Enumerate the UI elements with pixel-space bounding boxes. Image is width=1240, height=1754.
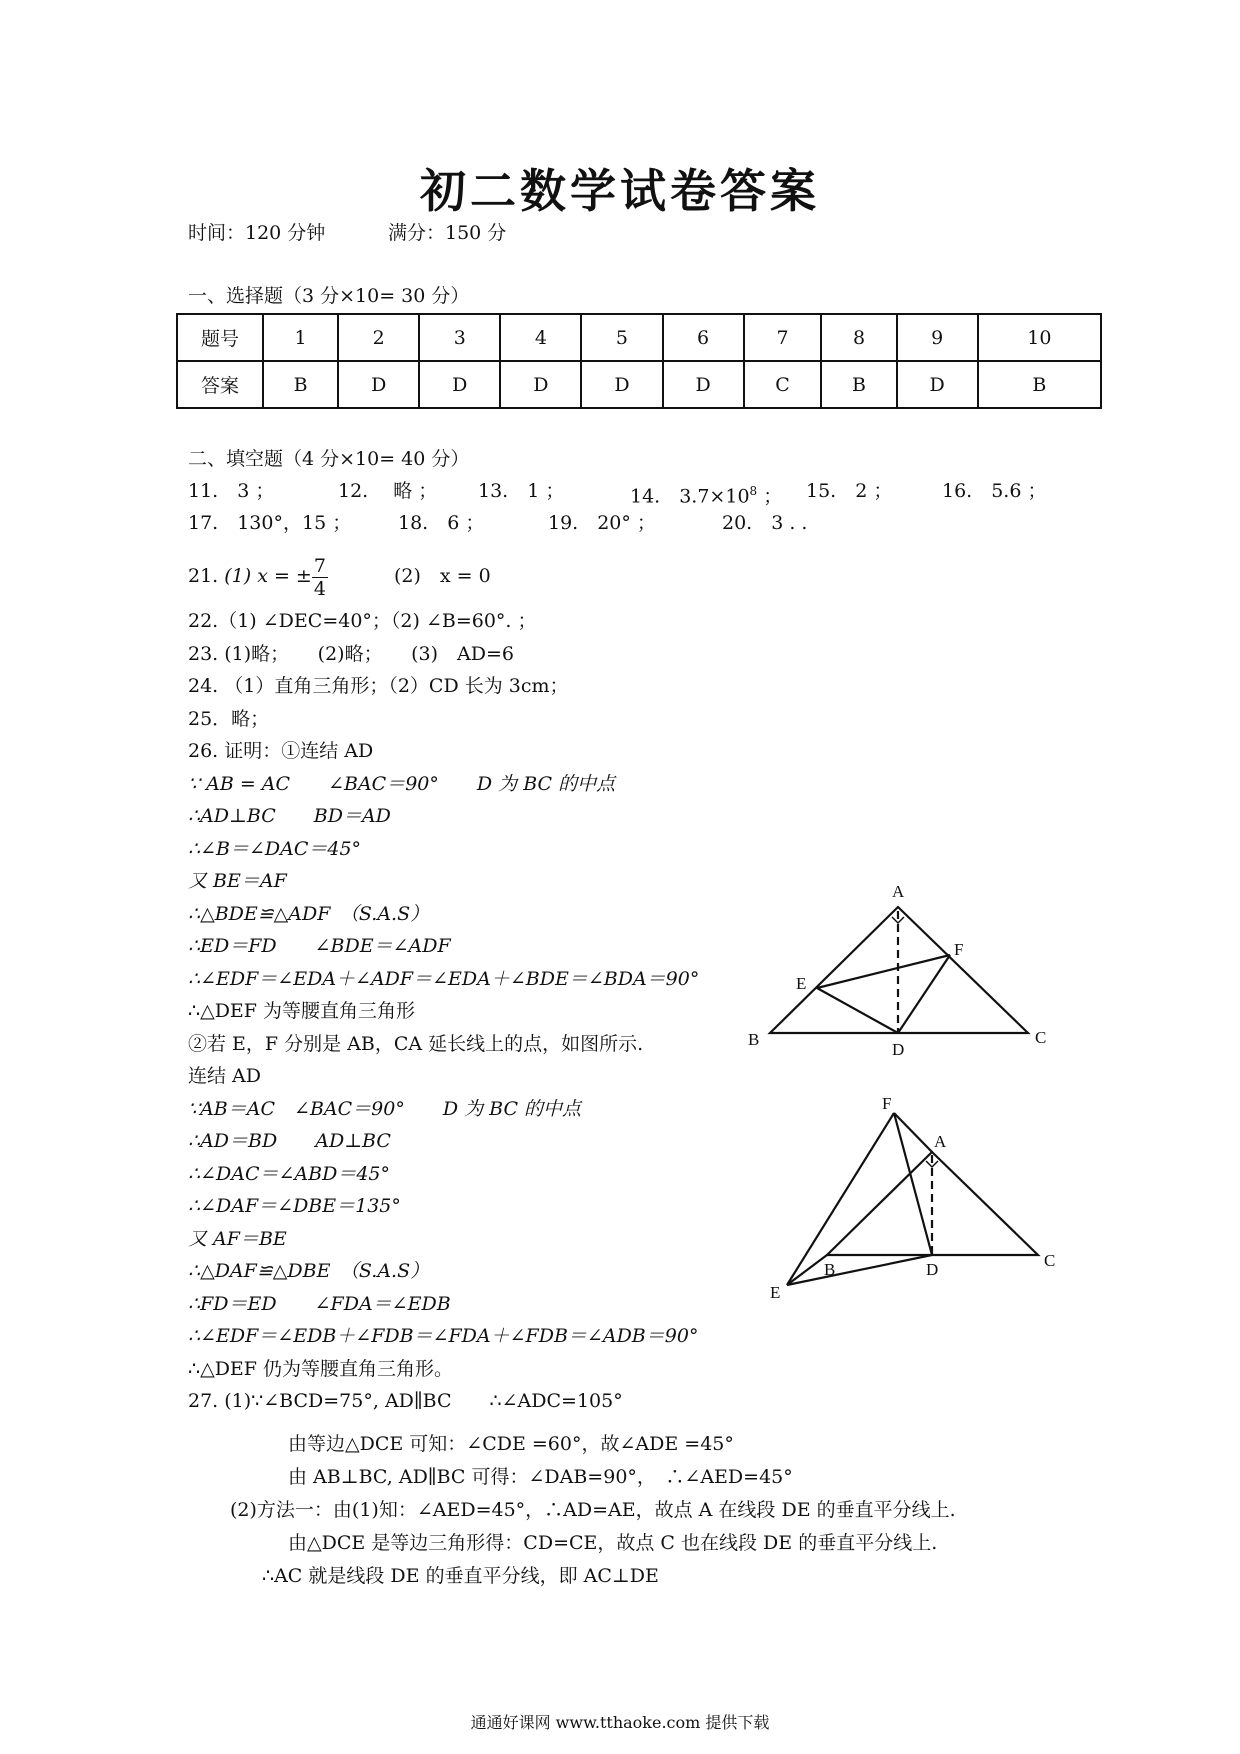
segment-ed — [817, 988, 898, 1033]
page-footer: 通通好课网 www.tthaoke.com 提供下载 — [470, 1713, 770, 1732]
row-label-number: 题号 — [177, 314, 263, 361]
geometry-figure-1 — [740, 875, 1070, 1065]
table-cell: D — [663, 361, 744, 408]
page-title: 初二数学试卷答案 — [420, 164, 820, 218]
answer-12: 12. 略 ； — [338, 480, 438, 502]
proof-line: 连结 AD — [188, 1065, 261, 1087]
point-label-e: E — [796, 974, 807, 993]
answer-21-label: 21. — [188, 565, 219, 587]
table-cell: D — [581, 361, 662, 408]
proof-line: 由△DCE 是等边三角形得：CD=CE，故点 C 也在线段 DE 的垂直平分线上. — [288, 1532, 938, 1554]
proof-line: ∴∠B＝∠DAC＝45° — [188, 838, 362, 860]
table-cell: B — [263, 361, 338, 408]
point-label-a: A — [934, 1132, 947, 1151]
answer-11: 11. 3 ； — [188, 480, 275, 502]
table-cell: B — [821, 361, 896, 408]
answer-13: 13. 1 ； — [478, 480, 565, 502]
geometry-figure-2 — [760, 1095, 1080, 1310]
proof-line: 由等边△DCE 可知：∠CDE =60°，故∠ADE =45° — [288, 1433, 734, 1455]
table-cell: 10 — [978, 314, 1101, 361]
table-cell: 5 — [581, 314, 662, 361]
exam-full-score: 满分：150 分 — [388, 222, 507, 244]
table-row-answers — [177, 361, 1101, 408]
proof-line: ∴△BDE≌△ADF （S.A.S） — [188, 903, 430, 925]
point-label-a: A — [892, 882, 905, 901]
fraction-denominator: 4 — [313, 577, 326, 600]
point-label-f: F — [954, 940, 964, 959]
proof-line: ∴∠EDF＝∠EDA＋∠ADF＝∠EDA＋∠BDE＝∠BDA＝90° — [188, 968, 700, 990]
point-label-f: F — [882, 1095, 892, 1113]
proof-line: ∴FD＝ED ∠FDA＝∠EDB — [188, 1293, 451, 1315]
point-label-e: E — [770, 1283, 781, 1302]
answer-23: 23. (1)略； (2)略； (3) AD=6 — [188, 643, 514, 665]
table-cell: D — [897, 361, 978, 408]
answer-14-end: ； — [757, 485, 783, 508]
table-row-numbers — [177, 314, 1101, 361]
proof-line: ∴∠DAC＝∠ABD＝45° — [188, 1163, 391, 1185]
table-cell: B — [978, 361, 1101, 408]
table-cell: 1 — [263, 314, 338, 361]
choice-answer-table — [176, 313, 1102, 409]
table-cell: 3 — [419, 314, 500, 361]
point-label-c: C — [1035, 1028, 1047, 1047]
answer-19: 19. 20° ； — [548, 512, 656, 534]
answer-15: 15. 2 ； — [806, 480, 893, 502]
proof-line: 又 AF＝BE — [188, 1228, 287, 1250]
proof-line: ∴∠EDF＝∠EDB＋∠FDB＝∠FDA＋∠FDB＝∠ADB＝90° — [188, 1325, 699, 1347]
table-cell: 7 — [744, 314, 822, 361]
table-cell: 6 — [663, 314, 744, 361]
proof-line: (2)方法一：由(1)知：∠AED=45°，∴AD=AE，故点 A 在线段 DE 的垂直平分线上. — [230, 1499, 956, 1521]
fraction-seven-quarters — [312, 555, 328, 600]
proof-line: ②若 E，F 分别是 AB，CA 延长线上的点，如图所示. — [188, 1033, 644, 1055]
answer-18: 18. 6 ； — [398, 512, 485, 534]
proof-line: ∴△DEF 为等腰直角三角形 — [188, 1000, 416, 1022]
section-fill-heading: 二、填空题（4 分×10= 40 分） — [188, 448, 470, 470]
table-cell: 4 — [500, 314, 581, 361]
answer-25: 25．略； — [188, 708, 270, 730]
answer-14 — [630, 478, 782, 509]
proof-line: ∴△DAF≌△DBE （S.A.S） — [188, 1260, 430, 1282]
answer-26-start: 26. 证明：①连结 AD — [188, 740, 374, 762]
proof-line: ∴AD⊥BC BD＝AD — [188, 805, 391, 827]
section-choice-heading: 一、选择题（3 分×10= 30 分） — [188, 285, 470, 307]
answer-21-part1: (1) x = ± — [224, 565, 312, 587]
proof-line: ∴∠DAF＝∠DBE＝135° — [188, 1195, 401, 1217]
answer-14-exponent: 8 — [749, 484, 758, 498]
table-cell: D — [338, 361, 419, 408]
answer-21 — [188, 548, 491, 604]
exam-time: 时间：120 分钟 — [188, 222, 326, 244]
proof-line: ∵AB＝AC ∠BAC＝90° D 为 BC 的中点 — [188, 1098, 582, 1120]
point-label-d: D — [926, 1260, 939, 1279]
table-cell: D — [419, 361, 500, 408]
table-cell: 2 — [338, 314, 419, 361]
answer-20: 20. 3 . . — [722, 512, 808, 534]
table-cell: C — [744, 361, 822, 408]
answer-17: 17. 130°，15 ； — [188, 512, 352, 534]
table-cell: 8 — [821, 314, 896, 361]
segment-fe — [787, 1113, 894, 1285]
proof-line: 又 BE＝AF — [188, 870, 287, 892]
answer-16: 16. 5.6 ； — [942, 480, 1047, 502]
answer-27-start: 27. (1)∵∠BCD=75°, AD∥BC ∴∠ADC=105° — [188, 1390, 623, 1412]
proof-line: ∴ED＝FD ∠BDE＝∠ADF — [188, 935, 451, 957]
proof-line: ∴△DEF 仍为等腰直角三角形。 — [188, 1358, 454, 1380]
table-cell: D — [500, 361, 581, 408]
fraction-numerator: 7 — [313, 554, 326, 577]
answer-22: 22.（1) ∠DEC=40°；（2) ∠B=60°. ； — [188, 610, 537, 632]
row-label-answer: 答案 — [177, 361, 263, 408]
point-label-d: D — [892, 1040, 905, 1059]
proof-line: 由 AB⊥BC, AD∥BC 可得：∠DAB=90°， ∴∠AED=45° — [288, 1466, 793, 1488]
point-label-b: B — [748, 1030, 760, 1049]
proof-line: ∵ AB = AC ∠BAC＝90° D 为 BC 的中点 — [188, 773, 616, 795]
answer-24: 24. （1）直角三角形；（2）CD 长为 3cm； — [188, 675, 569, 697]
point-label-c: C — [1044, 1251, 1056, 1270]
answer-21-part2: (2) x = 0 — [394, 565, 491, 587]
point-label-b: B — [824, 1260, 836, 1279]
table-cell: 9 — [897, 314, 978, 361]
proof-line: ∴AC 就是线段 DE 的垂直平分线，即 AC⊥DE — [262, 1565, 659, 1587]
answer-14-base: 14. 3.7×10 — [630, 485, 750, 508]
proof-line: ∴AD＝BD AD⊥BC — [188, 1130, 391, 1152]
